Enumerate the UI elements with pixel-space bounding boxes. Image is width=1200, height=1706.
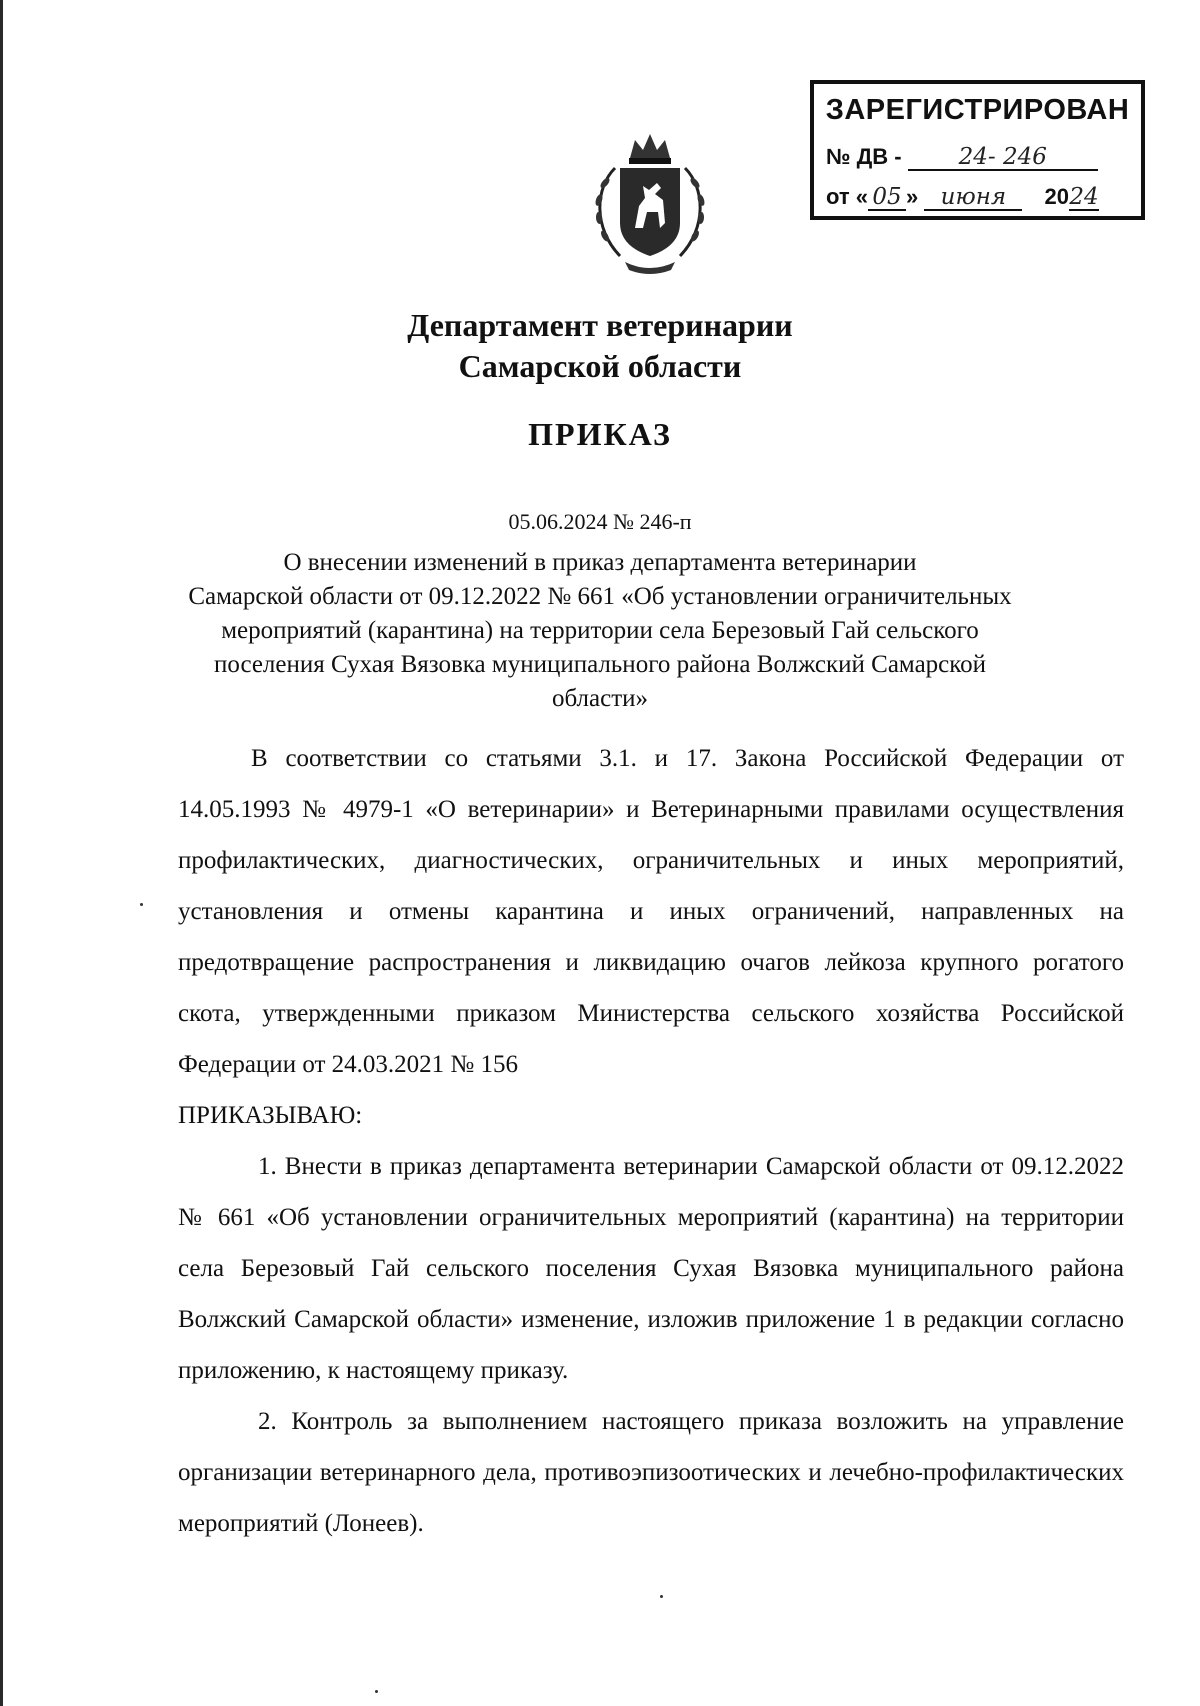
samara-coat-of-arms-icon	[585, 128, 715, 278]
stamp-title: ЗАРЕГИСТРИРОВАН	[825, 94, 1130, 126]
scan-speck	[375, 1690, 378, 1693]
stamp-date-day: 05	[868, 185, 906, 211]
stamp-year-value: 24	[1069, 184, 1099, 210]
order-body	[178, 733, 1124, 1549]
order-number-date: 05.06.2024 № 246-п	[508, 509, 692, 534]
order-subject-line3: мероприятий (карантина) на территории села Березовый Гай сельского	[221, 617, 979, 644]
document-type-title: ПРИКАЗ	[528, 416, 672, 452]
order-subject-line5: области»	[551, 685, 649, 712]
stamp-number-row	[826, 144, 1098, 171]
registration-stamp	[810, 80, 1145, 220]
department-name-line1: Департамент ветеринарии	[407, 307, 793, 343]
stamp-date-month: июня	[924, 185, 1022, 211]
order-subject-line1: О внесении изменений в приказ департамента ветеринарии	[283, 549, 917, 576]
stamp-number-value: 24- 246	[908, 145, 1098, 171]
ordering-word: ПРИКАЗЫВАЮ:	[178, 1102, 363, 1129]
stamp-date-row	[826, 184, 1099, 211]
scan-speck	[140, 903, 143, 906]
scan-edge-line	[0, 0, 3, 1706]
order-item-1: 1. Внести в приказ департамента ветеринарии Самарской области от 09.12.2022 № 661 «Об установлении ограничительных мероприятий (карантина) на территории села Березовый Гай сельского поселения Сухая Вязовка муниципального района Волжский Самарской области» изменение, изложив приложение 1 в редакции согласно приложению, к настоящему приказу.	[178, 1153, 1124, 1384]
order-item-2: 2. Контроль за выполнением настоящего приказа возложить на управление организации ветеринарного дела, противоэпизоотических и лечебно-профилактических мероприятий (Лонеев).	[178, 1408, 1124, 1537]
stamp-date-mid: »	[906, 184, 919, 209]
stamp-year-prefix: 20	[1044, 184, 1069, 209]
order-subject-line2: Самарской области от 09.12.2022 № 661 «Об установлении ограничительных	[188, 583, 1012, 610]
department-name-line2: Самарской области	[458, 348, 742, 384]
stamp-date-prefix: от «	[826, 184, 869, 209]
scan-speck	[660, 1595, 663, 1598]
preamble-paragraph: В соответствии со статьями 3.1. и 17. Закона Российской Федерации от 14.05.1993 № 4979-1 «О ветеринарии» и Ветеринарными правилами осуществления профилактических, диагностических, ограничительных и иных мероприятий, установления и отмены карантина и иных ограничений, направленных на предотвращение распространения и ликвидацию очагов лейкоза крупного рогатого скота, утвержденными приказом Министерства сельского хозяйства Российской Федерации от 24.03.2021 № 156	[178, 745, 1124, 1078]
order-subject-line4: поселения Сухая Вязовка муниципального района Волжский Самарской	[213, 651, 987, 678]
stamp-number-label: № ДВ -	[826, 144, 902, 169]
